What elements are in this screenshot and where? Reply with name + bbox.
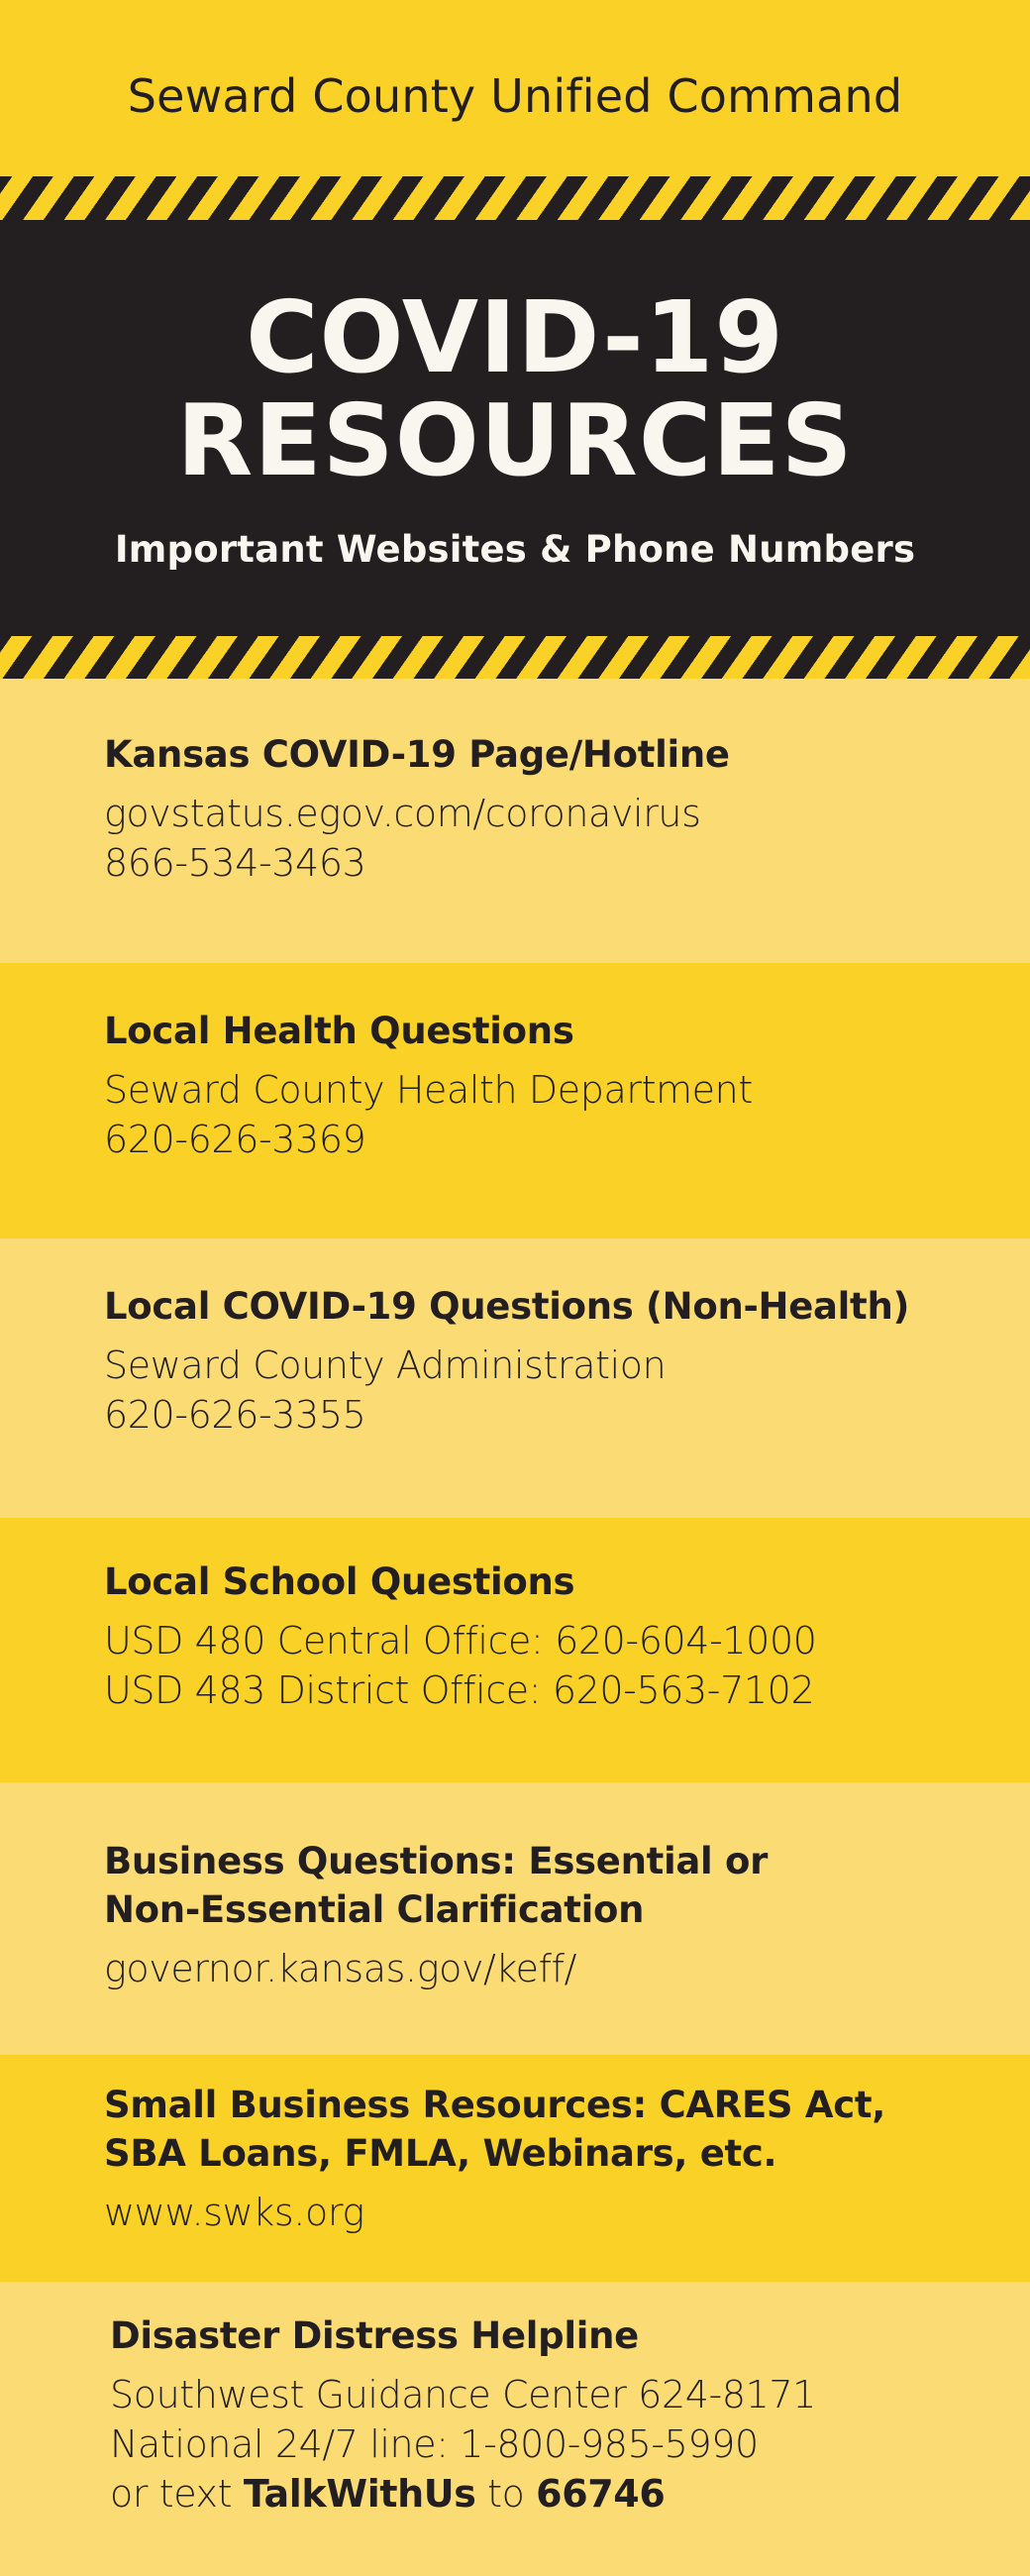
text-middle: to xyxy=(475,2472,537,2516)
text-number[interactable]: 66746 xyxy=(536,2472,666,2516)
section-small-business xyxy=(0,2055,1030,2282)
section-local-non-health xyxy=(0,1238,1030,1518)
section-local-school xyxy=(0,1518,1030,1782)
section-heading: Disaster Distress Helpline xyxy=(110,2314,639,2357)
section-heading-line-2: Non-Essential Clarification xyxy=(104,1888,645,1931)
website-link[interactable]: govstatus.egov.com/coronavirus xyxy=(104,792,701,835)
phone-number[interactable]: 620-626-3355 xyxy=(104,1393,366,1437)
section-heading: Local COVID-19 Questions (Non-Health) xyxy=(104,1285,910,1328)
phone-number[interactable]: 866-534-3463 xyxy=(104,841,366,885)
section-heading xyxy=(104,2081,990,2178)
section-heading-line-2: SBA Loans, FMLA, Webinars, etc. xyxy=(104,2132,777,2175)
website-link[interactable]: www.swks.org xyxy=(104,2191,364,2234)
section-heading: Local School Questions xyxy=(104,1560,575,1603)
section-heading xyxy=(104,1837,990,1934)
section-kansas-hotline xyxy=(0,679,1030,963)
main-title-line-2: RESOURCES xyxy=(176,381,854,498)
section-local-health xyxy=(0,963,1030,1238)
hazard-stripe-top xyxy=(0,176,1030,220)
section-heading-line-1: Business Questions: Essential or xyxy=(104,1840,769,1882)
org-header xyxy=(0,0,1030,176)
section-heading-line-1: Small Business Resources: CARES Act, xyxy=(104,2084,885,2126)
website-link[interactable]: governor.kansas.gov/keff/ xyxy=(104,1947,577,1990)
national-helpline[interactable]: National 24/7 line: 1-800-985-5990 xyxy=(110,2422,759,2466)
text-prefix: or text xyxy=(110,2472,244,2516)
text-helpline xyxy=(110,2469,990,2519)
section-disaster-helpline xyxy=(0,2282,1030,2576)
usd-480-contact[interactable]: USD 480 Central Office: 620-604-1000 xyxy=(104,1619,817,1663)
phone-number[interactable]: 620-626-3369 xyxy=(104,1118,366,1161)
section-heading: Local Health Questions xyxy=(104,1010,574,1052)
title-block xyxy=(0,220,1030,636)
section-business-questions xyxy=(0,1782,1030,2055)
hazard-stripe-bottom xyxy=(0,636,1030,679)
section-heading: Kansas COVID-19 Page/Hotline xyxy=(104,733,730,776)
local-helpline[interactable]: Southwest Guidance Center 624-8171 xyxy=(110,2373,816,2416)
usd-483-contact[interactable]: USD 483 District Office: 620-563-7102 xyxy=(104,1668,815,1712)
subtitle: Important Websites & Phone Numbers xyxy=(114,527,916,571)
main-title-line-1: COVID-19 xyxy=(246,278,784,395)
organization-name: Seward County Administration xyxy=(104,1343,667,1387)
main-title xyxy=(176,278,854,498)
organization-name: Seward County Health Department xyxy=(104,1068,753,1112)
text-keyword: TalkWithUs xyxy=(243,2472,476,2516)
organization-name: Seward County Unified Command xyxy=(127,69,903,123)
